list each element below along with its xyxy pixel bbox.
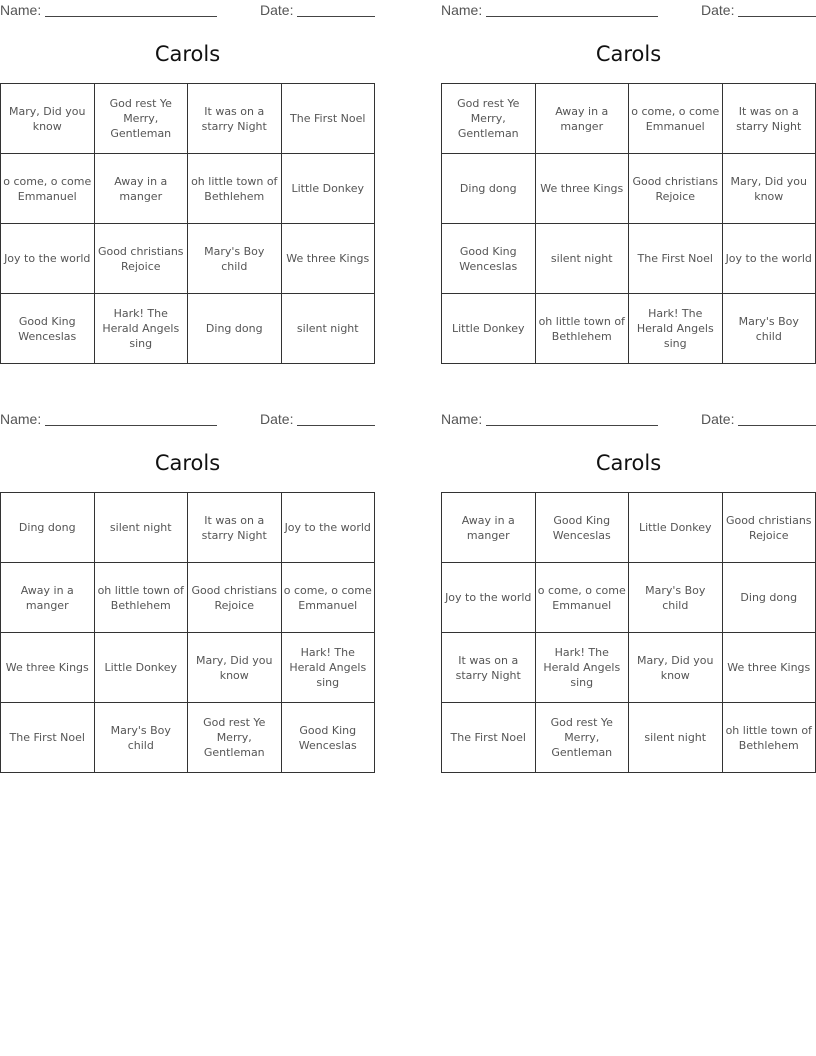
bingo-cell: It was on a starry Night [442,633,536,703]
bingo-card [441,0,816,364]
card-header [0,411,375,429]
date-label: Date: [260,411,294,427]
bingo-cell: We three Kings [1,633,95,703]
bingo-cell: Hark! The Herald Angels sing [282,633,376,703]
name-blank-line [486,16,658,17]
card-header [441,2,816,20]
bingo-cell: o come, o come Emmanuel [282,563,376,633]
bingo-cell: It was on a starry Night [188,493,282,563]
bingo-grid [441,492,816,773]
bingo-cell: Mary, Did you know [723,154,816,224]
date-blank-line [297,425,375,426]
date-label: Date: [701,411,735,427]
name-blank-line [45,425,217,426]
bingo-cell: Little Donkey [95,633,189,703]
bingo-cell: silent night [95,493,189,563]
bingo-cell: Mary, Did you know [188,633,282,703]
bingo-cell: oh little town of Bethlehem [536,294,630,364]
bingo-cell: Joy to the world [1,224,95,294]
bingo-cell: Ding dong [723,563,816,633]
card-title: Carols [595,42,662,66]
bingo-cell: Mary's Boy child [723,294,816,364]
bingo-cell: Ding dong [1,493,95,563]
bingo-cell: Good King Wenceslas [536,493,630,563]
bingo-cell: Joy to the world [442,563,536,633]
name-label: Name: [441,411,483,427]
name-label: Name: [0,411,42,427]
bingo-cell: Away in a manger [442,493,536,563]
bingo-cell: Good christians Rejoice [723,493,816,563]
date-blank-line [297,16,375,17]
date-label: Date: [701,2,735,18]
bingo-cell: o come, o come Emmanuel [1,154,95,224]
bingo-cell: God rest Ye Merry, Gentleman [442,84,536,154]
name-blank-line [45,16,217,17]
bingo-cell: Mary's Boy child [95,703,189,773]
bingo-cell: Mary's Boy child [188,224,282,294]
bingo-cell: Joy to the world [282,493,376,563]
bingo-cell: Good King Wenceslas [442,224,536,294]
bingo-cell: Away in a manger [95,154,189,224]
bingo-cell: It was on a starry Night [723,84,816,154]
bingo-cell: Good King Wenceslas [282,703,376,773]
date-label: Date: [260,2,294,18]
date-blank-line [738,425,816,426]
bingo-cell: Ding dong [442,154,536,224]
bingo-cell: Away in a manger [1,563,95,633]
bingo-cell: Mary, Did you know [629,633,723,703]
bingo-cell: oh little town of Bethlehem [723,703,816,773]
name-label: Name: [441,2,483,18]
bingo-grid [441,83,816,364]
bingo-grid [0,492,375,773]
bingo-cell: Little Donkey [442,294,536,364]
name-blank-line [486,425,658,426]
bingo-cell: The First Noel [1,703,95,773]
bingo-cell: Ding dong [188,294,282,364]
card-title: Carols [154,42,221,66]
bingo-cell: Mary's Boy child [629,563,723,633]
bingo-cell: o come, o come Emmanuel [629,84,723,154]
bingo-cell: silent night [536,224,630,294]
bingo-cell: Little Donkey [629,493,723,563]
name-label: Name: [0,2,42,18]
bingo-cell: Good christians Rejoice [629,154,723,224]
bingo-cell: We three Kings [723,633,816,703]
bingo-grid [0,83,375,364]
bingo-card [0,0,375,364]
bingo-cell: Good christians Rejoice [95,224,189,294]
bingo-cell: We three Kings [536,154,630,224]
bingo-cell: Hark! The Herald Angels sing [95,294,189,364]
bingo-cell: silent night [629,703,723,773]
bingo-cell: o come, o come Emmanuel [536,563,630,633]
bingo-cell: Little Donkey [282,154,376,224]
bingo-cell: It was on a starry Night [188,84,282,154]
bingo-cell: Good King Wenceslas [1,294,95,364]
card-header [441,411,816,429]
bingo-cell: The First Noel [442,703,536,773]
card-title: Carols [595,451,662,475]
bingo-cell: God rest Ye Merry, Gentleman [188,703,282,773]
date-blank-line [738,16,816,17]
bingo-cell: oh little town of Bethlehem [95,563,189,633]
bingo-cell: We three Kings [282,224,376,294]
bingo-cell: The First Noel [629,224,723,294]
bingo-cell: Hark! The Herald Angels sing [629,294,723,364]
bingo-cell: Hark! The Herald Angels sing [536,633,630,703]
card-header [0,2,375,20]
bingo-cell: Good christians Rejoice [188,563,282,633]
bingo-cell: oh little town of Bethlehem [188,154,282,224]
bingo-cell: Mary, Did you know [1,84,95,154]
bingo-card [0,409,375,773]
bingo-cell: Away in a manger [536,84,630,154]
bingo-cell: God rest Ye Merry, Gentleman [536,703,630,773]
bingo-card [441,409,816,773]
bingo-cell: The First Noel [282,84,376,154]
bingo-cell: God rest Ye Merry, Gentleman [95,84,189,154]
bingo-cell: silent night [282,294,376,364]
card-title: Carols [154,451,221,475]
bingo-cell: Joy to the world [723,224,816,294]
